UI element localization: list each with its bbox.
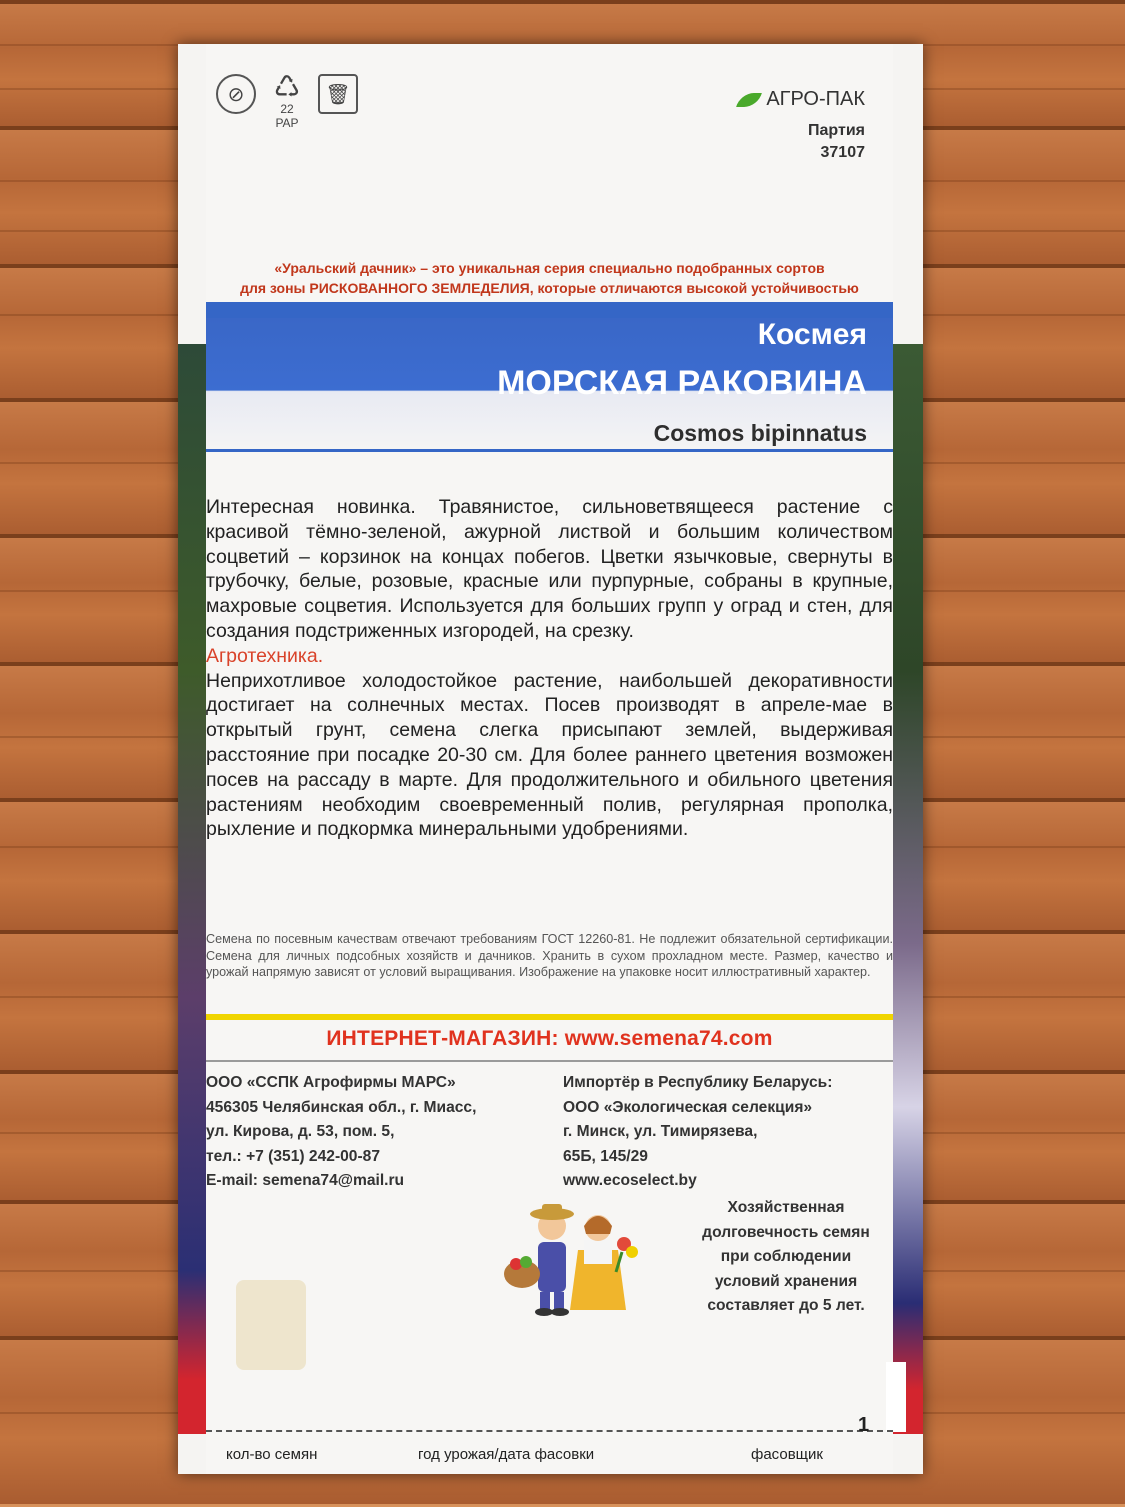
durability-note: [656, 1196, 916, 1319]
product-name: Космея: [757, 318, 867, 351]
embossed-stamp: [236, 1280, 306, 1370]
batch-info: [808, 120, 865, 164]
harvest-date-label: год урожая/дата фасовки: [418, 1446, 595, 1463]
recycle-label: PAP: [275, 116, 299, 130]
title-band: [206, 302, 893, 452]
importer-line: г. Минск, ул. Тимирязева,: [563, 1123, 758, 1141]
no-recycle-icon: ⊘: [216, 74, 256, 114]
description-care: Неприхотливое холодостойкое растение, наибольшей декоративности достигает на солнечных местах. Посев производят в апреле-мае в открытый грунт, семена слегка присыпают землей, выдерживая расстояние при посадке 20-30 см. Для более раннего цветения возможен посев на рассаду в марте. Для продолжительного и обильного цветения растениям необходим своевременный полив, регулярная прополка, рыхление и подкормка минеральными удобрениями.: [206, 669, 893, 841]
brand-name: АГРО-ПАК: [766, 88, 865, 110]
agrotech-heading: Агротехника.: [206, 644, 324, 667]
batch-label: Партия: [808, 122, 865, 139]
packer-label: фасовщик: [751, 1446, 823, 1463]
batch-number: 37107: [820, 144, 865, 161]
seed-packet-back: [178, 44, 923, 1474]
producer-address: [206, 1071, 476, 1194]
importer-line: Импортёр в Республику Беларусь:: [563, 1074, 833, 1091]
packet-label: [206, 44, 893, 1474]
white-sticker: [886, 1362, 906, 1432]
yellow-divider: [206, 1014, 893, 1020]
durability-line: Хозяйственная: [727, 1199, 845, 1216]
producer-phone: тел.: +7 (351) 242-00-87: [206, 1147, 381, 1165]
durability-line: долговечность семян: [702, 1223, 870, 1241]
description: [206, 495, 893, 842]
gray-divider: [206, 1060, 893, 1062]
online-shop-link[interactable]: ИНТЕРНЕТ-МАГАЗИН: www.semena74.com: [326, 1027, 773, 1050]
producer-line: ул. Кирова, д. 53, пом. 5,: [206, 1123, 395, 1141]
recycle-22-pap-icon: ♺ 22 PAP: [273, 71, 301, 130]
importer-address: [563, 1071, 832, 1194]
farmers-illustration: [498, 1192, 658, 1322]
leaf-icon: [736, 93, 762, 107]
importer-website[interactable]: www.ecoselect.by: [563, 1172, 697, 1190]
flower-photo-edge-left: [178, 344, 206, 1434]
durability-line: условий хранения: [714, 1272, 858, 1290]
eco-marks: [216, 71, 358, 130]
fine-print: Семена по посевным качествам отвечают требованиям ГОСТ 12260-81. Не подлежит обязательной сертификации. Семена для личных подсобных хозяйств и дачников. Хранить в сухом прохладном месте. Размер, качество и урожай напрямую зависят от условий выращивания. Изображение на упаковке носит иллюстративный характер.: [206, 932, 893, 979]
slogan-line: «Уральский дачник» – это уникальная серия специально подобранных сортов: [274, 260, 825, 276]
importer-line: 65Б, 145/29: [563, 1147, 648, 1165]
description-intro: Интересная новинка. Травянистое, сильноветвящееся растение с красивой тёмно-зеленой, ажурной листвой и большим количеством соцветий – корзинок на концах побегов. Цветки язычковые, свернуты в трубочку, белые, розовые, красные или пурпурные, собраны в крупные, махровые соцветия. Используется для больших групп у оград и стен, для создания подстриженных изгородей, на срезку.: [206, 496, 893, 642]
importer-line: ООО «Экологическая селекция»: [563, 1098, 813, 1116]
seeds-count-label: кол-во семян: [226, 1446, 318, 1463]
durability-line: составляет до 5 лет.: [707, 1297, 865, 1315]
slogan-line: для зоны РИСКОВАННОГО ЗЕМЛЕДЕЛИЯ, которые отличаются высокой устойчивостью: [240, 280, 859, 296]
producer-line: 456305 Челябинская обл., г. Миасс,: [206, 1098, 477, 1116]
recycle-code: 22: [280, 102, 294, 116]
corner-mark: 1: [858, 1414, 870, 1436]
producer-line: ООО «ССПК Агрофирмы МАРС»: [206, 1074, 456, 1091]
latin-name: Cosmos bipinnatus: [653, 420, 867, 446]
fill-in-fields: [206, 1414, 893, 1472]
trash-bin-icon: 🗑: [318, 74, 358, 114]
product-variety: МОРСКАЯ РАКОВИНА: [497, 364, 867, 402]
producer-email[interactable]: E-mail: semena74@mail.ru: [206, 1172, 405, 1190]
durability-line: при соблюдении: [720, 1248, 852, 1266]
brand-logo: [738, 88, 865, 111]
